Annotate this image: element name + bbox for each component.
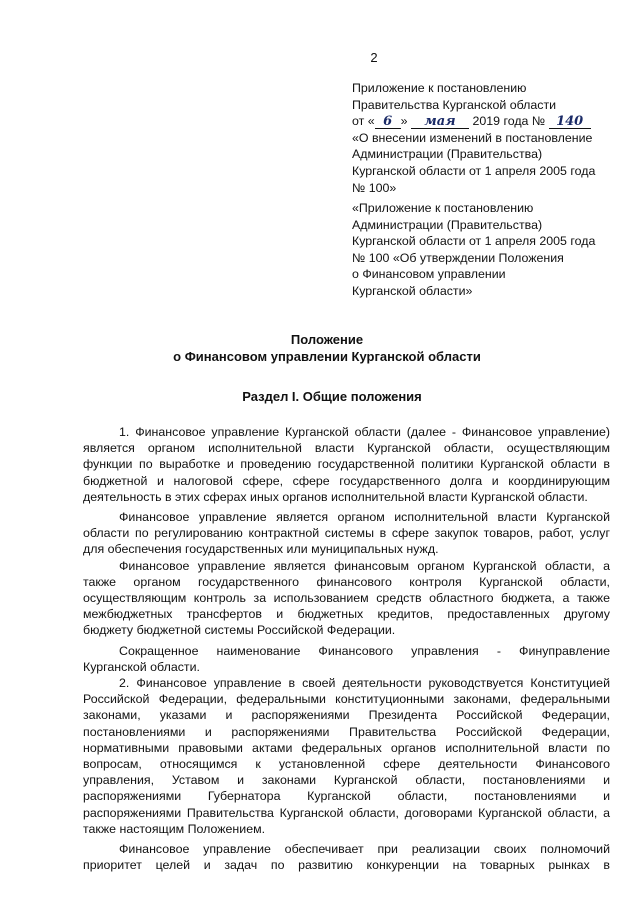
paragraph-line: для обеспечения государственных или муниципальных нужд. bbox=[83, 542, 439, 557]
paragraph-line: является органом исполнительной власти Курганской области, осуществляющим bbox=[83, 441, 610, 456]
paragraph-line: также органом государственного финансового контроля Курганской области, bbox=[83, 574, 610, 589]
original-appendix bbox=[352, 200, 622, 300]
paragraph bbox=[83, 424, 610, 505]
paragraph-line: бюджетной и налоговой сфере, сфере государственного долга и координирующим bbox=[83, 473, 610, 488]
date-year: 2019 года № bbox=[472, 114, 546, 129]
paragraph-line: бюджету бюджетной системы Российской Федерации. bbox=[83, 623, 396, 638]
paragraph-line: межбюджетных трансфертов и бюджетных кредитов, предоставленных другому bbox=[83, 607, 610, 622]
handwritten-month: мая bbox=[411, 115, 469, 129]
handwritten-day: 6 bbox=[375, 115, 401, 129]
title-line: о Финансовом управлении Курганской области bbox=[173, 349, 481, 364]
appendix-line: Курганской области от 1 апреля 2005 года bbox=[352, 163, 596, 178]
original-appendix-line: о Финансовом управлении bbox=[352, 267, 506, 282]
document-title bbox=[0, 331, 640, 365]
paragraph-line: вопросам, относящимся к установленной сфере деятельности Финансового bbox=[83, 757, 610, 772]
document-body bbox=[83, 424, 610, 873]
paragraph-line: Финансовое управление обеспечивает при реализации своих полномочий bbox=[119, 842, 610, 857]
title-line: Положение bbox=[290, 332, 364, 347]
page-number: 2 bbox=[370, 50, 378, 65]
appendix-header bbox=[352, 80, 622, 196]
paragraph-line: области по регулированию контрактной системы в сфере закупок товаров, работ, услуг bbox=[83, 526, 610, 541]
paragraph bbox=[83, 675, 610, 837]
appendix-line: Приложение к постановлению bbox=[352, 81, 527, 95]
section-heading: Раздел I. Общие положения bbox=[242, 389, 422, 404]
paragraph-line: Финансовое управление является органом исполнительной власти Курганской bbox=[119, 510, 610, 525]
original-appendix-line: Курганской области» bbox=[352, 283, 473, 298]
paragraph-line: 2. Финансовое управление в своей деятельности руководствуется Конституцией bbox=[119, 676, 610, 691]
paragraph-line: постановлениями и распоряжениями Правительства Российской Федерации, bbox=[83, 724, 610, 739]
original-appendix-line: Курганской области от 1 апреля 2005 года bbox=[352, 234, 596, 249]
paragraph-line: осуществляющим контроль за использованием средств областного бюджета, а также bbox=[83, 591, 610, 606]
paragraph-line: законами, указами и распоряжениями Президента Российской Федерации, bbox=[83, 708, 610, 723]
appendix-line: «О внесении изменений в постановление bbox=[352, 130, 593, 145]
paragraph-line: 1. Финансовое управление Курганской области (далее - Финансовое управление) bbox=[119, 425, 610, 439]
paragraph-line: Сокращенное наименование Финансового управления - Финуправление bbox=[119, 643, 610, 658]
appendix-line: № 100» bbox=[352, 180, 397, 195]
paragraph-line: также настоящим Положением. bbox=[83, 821, 266, 836]
paragraph-line: нормативными правовыми актами федеральных органов исполнительной власти по bbox=[83, 740, 610, 755]
original-appendix-line: Администрации (Правительства) bbox=[352, 217, 543, 232]
paragraph-line: Курганской области. bbox=[83, 659, 200, 674]
handwritten-number: 140 bbox=[549, 115, 591, 129]
appendix-date-line bbox=[352, 113, 622, 130]
appendix-line: Администрации (Правительства) bbox=[352, 147, 543, 162]
date-prefix: от « bbox=[352, 114, 375, 129]
original-appendix-line: № 100 «Об утверждении Положения bbox=[352, 250, 564, 265]
paragraph-line: Финансовое управление является финансовым органом Курганской области, а bbox=[119, 558, 610, 573]
paragraph bbox=[83, 558, 610, 639]
original-appendix-line: «Приложение к постановлению bbox=[352, 201, 534, 215]
paragraph-line: приоритет целей и задач по развитию конкуренции на товарных рынках в bbox=[83, 858, 610, 873]
paragraph-line: функции по выработке и проведению государственной политики Курганской области в bbox=[83, 457, 610, 472]
paragraph-line: управления, Уставом и законами Курганской области, постановлениями и bbox=[83, 773, 610, 788]
paragraph-line: деятельность в этих сферах иных органов исполнительной власти Курганской области. bbox=[83, 489, 588, 504]
paragraph-line: распоряжениями Правительства Курганской области, договорами Курганской области, а bbox=[83, 805, 610, 820]
appendix-line: Правительства Курганской области bbox=[352, 97, 557, 112]
paragraph-line: Российской Федерации, федеральными конституционными законами, федеральными bbox=[83, 692, 610, 707]
paragraph bbox=[83, 643, 610, 675]
paragraph bbox=[83, 841, 610, 873]
paragraph-line: распоряжениями Губернатора Курганской области, постановлениями и bbox=[83, 789, 610, 804]
date-mid: » bbox=[400, 114, 408, 129]
paragraph bbox=[83, 509, 610, 558]
